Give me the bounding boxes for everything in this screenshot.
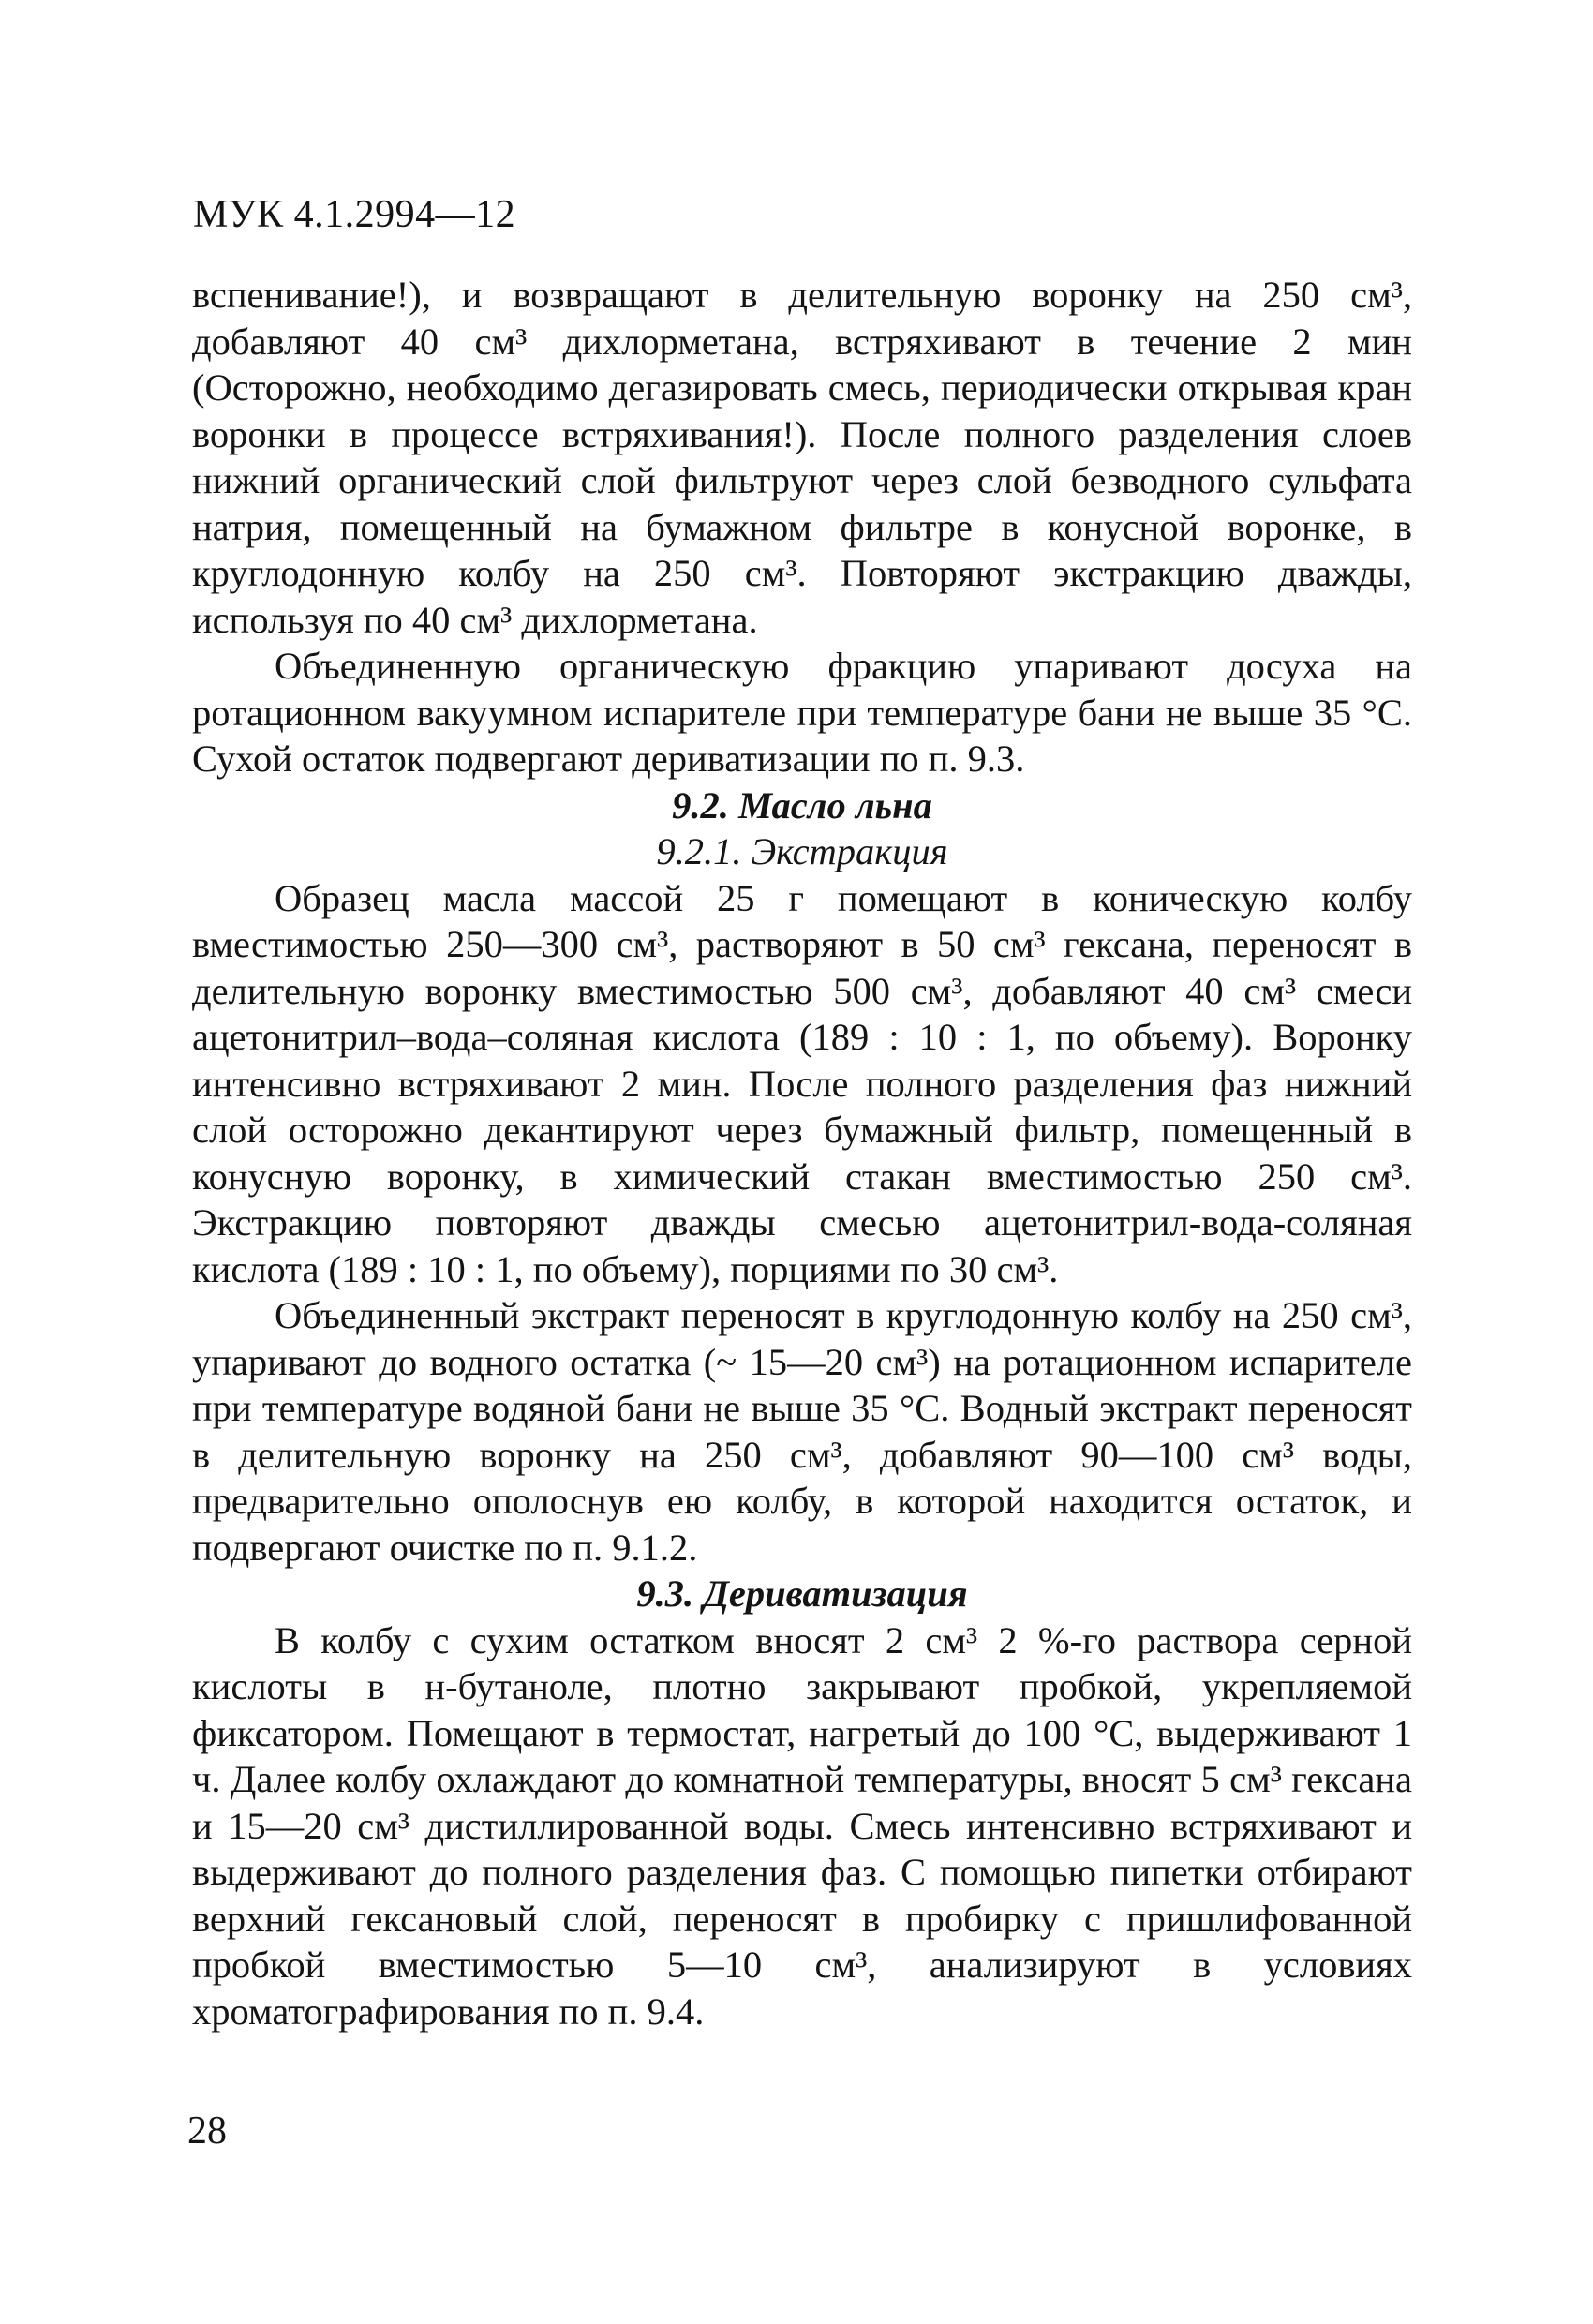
page-number: 28	[187, 2109, 227, 2153]
paragraph-continuation: вспенивание!), и возвращают в делительную воронку на 250 см³, добавляют 40 см³ дихлорметана, встряхивают в течение 2 мин (Осторожно, необходимо дегазировать смесь, периодически открывая кран воронки в процессе встряхивания!). После полного разделения слоев нижний органический слой фильтруют через слой безводного сульфата натрия, помещенный на бумажном фильтре в конусной воронке, в круглодонную колбу на 250 см³. Повторяют экстракцию дважды, используя по 40 см³ дихлорметана.	[192, 274, 1412, 641]
body-text	[192, 272, 1412, 2034]
paragraph-combined-extract: Объединенный экстракт переносят в круглодонную колбу на 250 см³, упаривают до водного остатка (~ 15—20 см³) на ротационном испарителе при температуре водяной бани не выше 35 °С. Водный экстракт переносят в делительную воронку на 250 см³, добавляют 90—100 см³ воды, предварительно ополоснув ею колбу, в которой находится остаток, и подвергают очистке по п. 9.1.2.	[192, 1294, 1412, 1569]
paragraph-evaporation: Объединенную органическую фракцию упаривают досуха на ротационном вакуумном испарителе при температуре бани не выше 35 °С. Сухой остаток подвергают дериватизации по п. 9.3.	[192, 645, 1412, 780]
paragraph-derivatization: В колбу с сухим остатком вносят 2 см³ 2 %-го раствора серной кислоты в н-бутаноле, плотно закрывают пробкой, укрепляемой фиксатором. Помещают в термостат, нагретый до 100 °С, выдерживают 1 ч. Далее колбу охлаждают до комнатной температуры, вносят 5 см³ гексана и 15—20 см³ дистиллированной воды. Смесь интенсивно встряхивают и выдерживают до полного разделения фаз. С помощью пипетки отбирают верхний гексановый слой, переносят в пробирку с пришлифованной пробкой вместимостью 5—10 см³, анализируют в условиях хроматографирования по п. 9.4.	[192, 1618, 1412, 2033]
document-code-header: МУК 4.1.2994—12	[193, 193, 516, 236]
subsection-heading-9-2-1: 9.2.1. Экстракция	[656, 830, 948, 872]
paragraph-extraction: Образец масла массой 25 г помещают в коническую колбу вместимостью 250—300 см³, растворяют в 50 см³ гексана, переносят в делительную воронку вместимостью 500 см³, добавляют 40 см³ смеси ацетонитрил–вода–соляная кислота (189 : 10 : 1, по объему). Воронку интенсивно встряхивают 2 мин. После полного разделения фаз нижний слой осторожно декантируют через бумажный фильтр, помещенный в конусную воронку, в химический стакан вместимостью 250 см³. Экстракцию повторяют дважды смесью ацетонитрил-вода-соляная кислота (189 : 10 : 1, по объему), порциями по 30 см³.	[192, 876, 1412, 1290]
section-heading-9-3: 9.3. Дериватизация	[636, 1572, 968, 1615]
section-heading-9-2: 9.2. Масло льна	[672, 783, 932, 827]
